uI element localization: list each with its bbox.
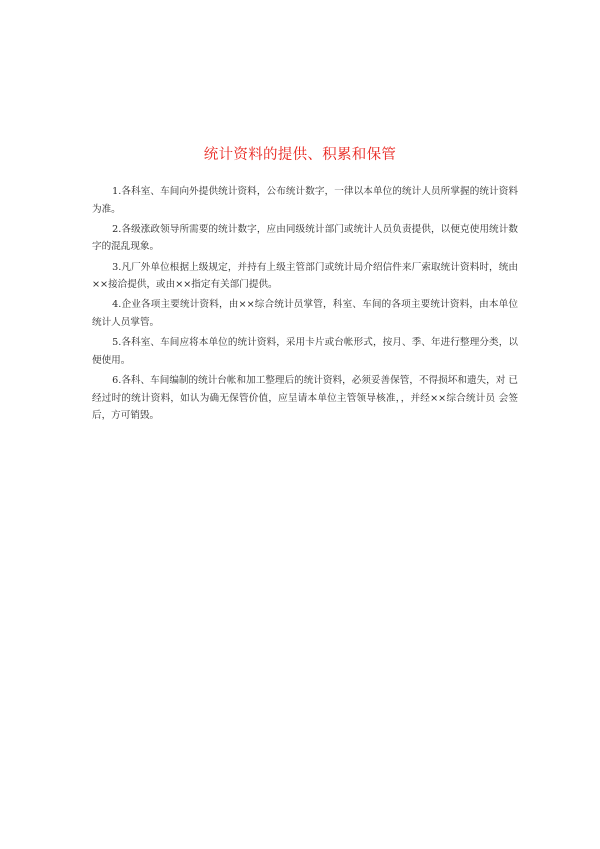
paragraph-4: 4.企业各项主要统计资料，由××综合统计员掌管，科室、车间的各项主要统计资料，由本单位统计人员掌管。 [92, 299, 518, 328]
document-body [92, 183, 518, 427]
document-title: 统计资料的提供、积累和保管 [203, 147, 397, 163]
paragraph-5: 5.各科室、车间应将本单位的统计资料，采用卡片或台帐形式，按月、季、年进行整理分类，以便使用。 [92, 337, 518, 366]
paragraph-3: 3.凡厂外单位根据上级规定，并持有上级主管部门或统计局介绍信件来厂索取统计资料时，统由××接洽提供，或由××指定有关部门提供。 [92, 261, 518, 291]
paragraph-6: 6.各科、车间编制的统计台帐和加工整理后的统计资料，必须妥善保管，不得损坏和遗失，对 已经过时的统计资料，如认为确无保管价值，应呈请本单位主管领导核准，，并经××综合统计员 会签后，方可销毁。 [92, 374, 518, 422]
paragraph-1: 1.各科室、车间向外提供统计资料，公布统计数字，一律以本单位的统计人员所掌握的统计资料为准。 [92, 186, 518, 215]
paragraph-2: 2.各级涨政领导所需要的统计数字，应由同级统计部门或统计人员负责提供，以便克使用统计数字的混乱现象。 [92, 223, 518, 253]
